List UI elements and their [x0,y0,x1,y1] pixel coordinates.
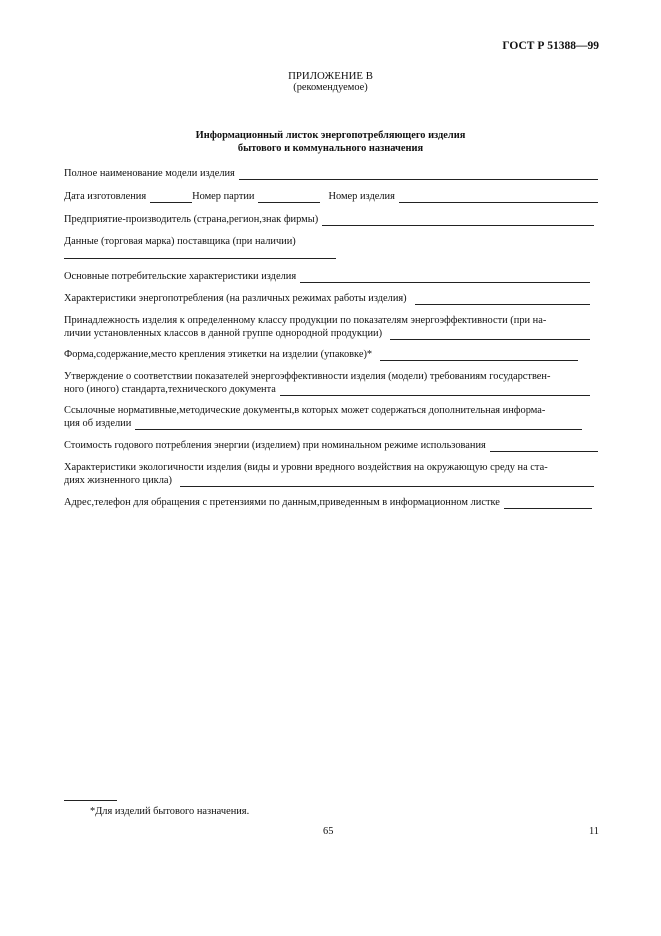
supplier-fill-line[interactable] [64,258,336,259]
field-references-line2 [64,418,582,430]
field-label: Предприятие-производитель (страна,регион,знак фирмы) [64,214,319,225]
field-label: Номер изделия [328,191,395,202]
fill-line[interactable] [490,441,598,452]
field-label: Полное наименование модели изделия [64,168,235,179]
field-label: Ссылочные нормативные,методические документы,в которых может содержаться дополнительная информа- [64,405,546,416]
fill-line[interactable] [150,192,192,203]
field-label-form [64,349,578,361]
field-label: Адрес,телефон для обращения с претензиями по данным,приведенным в информационном листке [64,497,500,508]
field-model-name [64,168,598,180]
sheet-number: 11 [589,826,600,837]
field-label: Номер партии [192,191,255,202]
field-label: ного (иного) стандарта,технического документа [64,384,276,395]
appendix-subtitle: (рекомендуемое) [293,82,368,93]
field-ecology-line1 [64,462,598,474]
field-label: Дата изготовления [64,191,147,202]
field-conformity-line1 [64,371,598,383]
form-title-line2: бытового и коммунального назначения [237,143,424,154]
appendix-title: ПРИЛОЖЕНИЕ В [288,70,373,82]
field-consumer-characteristics [64,271,590,283]
fill-line[interactable] [300,272,590,283]
field-label: личии установленных классов в данной группе однородной продукции) [64,328,383,339]
fill-line[interactable] [399,192,598,203]
field-label: Принадлежность изделия к определенному классу продукции по показателям энергоэффективности (при на- [64,315,547,326]
field-label: Форма,содержание,место крепления этикетки на изделии (упаковке)* [64,349,373,360]
standard-number: ГОСТ Р 51388—99 [502,40,599,52]
fill-line[interactable] [280,385,590,396]
fill-line[interactable] [380,350,578,361]
footnote-divider [64,800,117,801]
page-number: 65 [323,826,334,837]
field-label: Основные потребительские характеристики изделия [64,271,297,282]
field-label: диях жизненного цикла) [64,475,172,486]
form-title-line1: Информационный листок энергопотребляющего изделия [195,130,466,141]
field-label: Стоимость годового потребления энергии (изделием) при номинальном режиме использования [64,440,486,451]
fill-line[interactable] [390,329,590,340]
field-contact [64,497,592,509]
fill-line[interactable] [504,498,592,509]
fill-line[interactable] [239,169,598,180]
fill-line[interactable] [135,419,582,430]
field-label: Характеристики энергопотребления (на различных режимах работы изделия) [64,293,407,304]
field-references-line1 [64,405,598,417]
field-energy-characteristics [64,293,590,305]
field-efficiency-class-line1 [64,315,598,327]
field-conformity-line2 [64,384,590,396]
fill-line[interactable] [258,192,320,203]
field-label: Характеристики экологичности изделия (виды и уровни вредного воздействия на окружающую среду на ста- [64,462,548,473]
field-label: Утверждение о соответствии показателей энергоэффективности изделия (модели) требованиям государствен- [64,371,551,382]
field-supplier [64,236,296,248]
field-ecology-line2 [64,475,594,487]
field-label: Данные (торговая марка) поставщика (при наличии) [64,236,296,247]
field-date-batch-item [64,191,598,203]
field-annual-cost [64,440,598,452]
footnote: *Для изделий бытового назначения. [90,806,250,817]
fill-line[interactable] [415,294,590,305]
fill-line[interactable] [322,215,594,226]
field-manufacturer [64,214,594,226]
field-label: ция об изделии [64,418,132,429]
fill-line[interactable] [180,476,594,487]
field-efficiency-class-line2 [64,328,590,340]
